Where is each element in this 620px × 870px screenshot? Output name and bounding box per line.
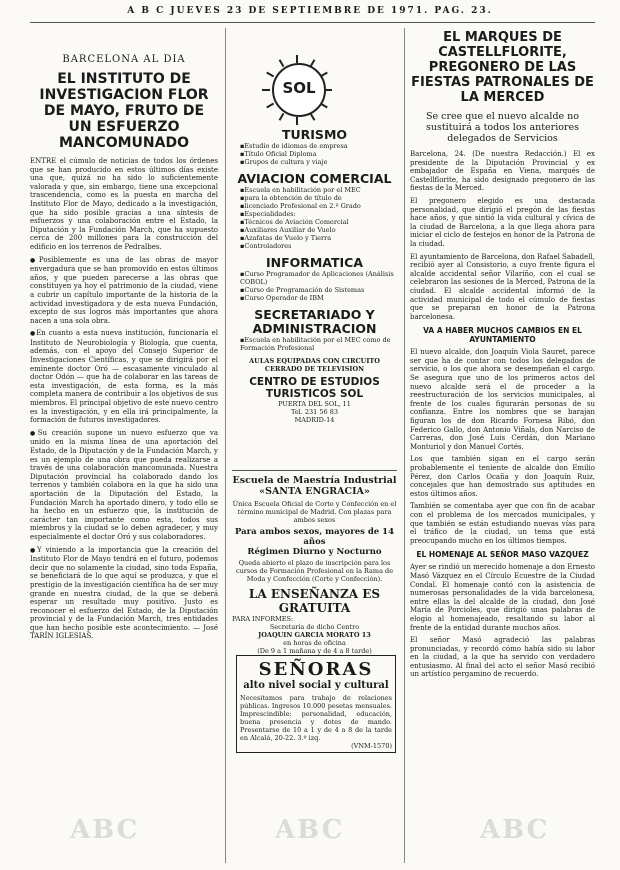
escuela-horas: en horas de oficina bbox=[283, 639, 346, 647]
ad-item: ▪ Especialidades: bbox=[232, 210, 397, 218]
escuela-edad: Para ambos sexos, mayores de 14 años bbox=[235, 527, 394, 547]
header-rule bbox=[30, 22, 595, 23]
escuela-informes: PARA INFORMES: bbox=[232, 615, 294, 623]
escuela-horario: (De 9 a 1 mañana y de 4 a 8 tarde) bbox=[257, 647, 372, 655]
ad-item: ▪ Azafatas de Vuelo y Tierra bbox=[232, 234, 397, 242]
article-paragraph: ● Posiblemente es una de las obras de mayor envergadura que se han promovido en estos últimos años, y que pueden parecerse a las obras que constituyen ya hoy el patrimonio de la ciudad, viene a cubrir un capítulo importante de la historia de la actividad investigadora y de esta nueva Fundación, excepto de sus logros más importantes que ahora nacen a una sola obra. bbox=[30, 256, 218, 326]
escuela-title: Escuela de Maestría Industrial «SANTA ENGRACIA» bbox=[232, 475, 397, 497]
sol-logo-text: SOL bbox=[282, 79, 316, 97]
ad-item: ▪ Grupos de cultura y viaje bbox=[232, 158, 397, 166]
article-paragraph: El señor Masó agradeció las palabras pronunciadas, y recordó cómo había sido su labor en la ciudad, a la que ha servido con verdadero entusiasmo. Al final del acto el señor Masó recibió un artístico pergamino de recuerdo. bbox=[410, 636, 595, 679]
ad-item: ▪ Curso Programador de Aplicaciones (Análisis COBOL) bbox=[232, 270, 397, 286]
ad-aulas: AULAS EQUIPADAS CON CIRCUITO CERRADO DE TELEVISION bbox=[249, 357, 380, 373]
ad-city: MADRID-14 bbox=[294, 416, 335, 424]
senoras-text: Necesitamos para trabajo de relaciones públicas. Ingresos 10.000 pesetas mensuales. Imprescindible: personalidad, educación, buena presencia y dotes de mando. Presentarse de 10 a 1 y de 4 a 8 de la tarde en Alcalá, 20-22. 3.º izq. bbox=[240, 694, 392, 742]
senoras-heading: SEÑORAS bbox=[258, 659, 374, 680]
ad-item: ▪ Título Oficial Diploma bbox=[232, 150, 397, 158]
article-paragraph: Ayer se rindió un merecido homenaje a don Ernesto Masó Vázquez en el Círculo Ecuestre de la Ciudad Condal. El homenaje contó con la asistencia de numerosas personalidades de la vida barcelonesa, entre ellas la del alcalde de la ciudad, don José María de Porcioles, que dirigió unas palabras de elogio al homenajeado, resaltando su labor al frente de la entidad durante muchos años. bbox=[410, 563, 595, 632]
ad-address: PUERTA DEL SOL, 11 bbox=[278, 400, 351, 408]
article-paragraph: ENTRE el cúmulo de noticias de todos los órdenes que se han producido en estos últimos días existe una que, quizá no ha sido lo suficientemente valorada y que, sin embargo, tiene una excepcional trascendencia, como es la puesta en marcha del Instituto Flor de Mayo, dedicado a la investigación, que ha sido posible gracias a una síntesis de esfuerzos y una colaboración entre el Estado, la Diputación y la Fundación March, que ha supuesto cerca de 200 millones para la construcción del edificio en los terrenos de Pedralbes. bbox=[30, 157, 218, 251]
ad-heading-aviacion: AVIACION COMERCIAL bbox=[237, 171, 392, 186]
abc-watermark: ABC bbox=[70, 815, 140, 845]
article-paragraph: ● Su creación supone un nuevo esfuerzo que va unido en la misma línea de una aportación del Estado, de la Diputación y de la Fundación March, y es un ejemplo de una obra que pueda realizarse a través de una colaboración mancomunada. Nuestra Diputación provincial ha colaborado dando los terrenos y también colabora en la que ha sido una aportación de la Diputación del Estado, la Fundación March ha aportado dinero, y todo ello se ha hecho en un esfuerzo que, la institución de carácter tan importante como esta, todos sus miembros y la ciudad se lo deben agradecer, y muy especialmente el doctor Oró y sus colaboradores. bbox=[30, 429, 218, 542]
subheading: EL HOMENAJE AL SEÑOR MASO VAZQUEZ bbox=[416, 550, 589, 560]
right-article bbox=[410, 30, 595, 865]
ad-item: ▪ Escuela en habilitación por el MEC como de Formación Profesional bbox=[232, 336, 397, 352]
subheading: VA A HABER MUCHOS CAMBIOS EN EL AYUNTAMIENTO bbox=[423, 326, 582, 345]
escuela-text: Única Escuela Oficial de Corte y Confección en el término municipal de Madrid. Con plazas para ambos sexos bbox=[232, 500, 397, 524]
senoras-ref: (VNM-1570) bbox=[351, 742, 392, 750]
escuela-gratuita: LA ENSEÑANZA ES GRATUITA bbox=[248, 587, 381, 615]
ad-item: ▪ Escuela en habilitación por el MEC bbox=[232, 186, 397, 194]
ad-item: ▪ Curso Operador de IBM bbox=[232, 294, 397, 302]
escuela-secretaria: Secretaría de dicho Centro bbox=[269, 623, 360, 631]
escuela-advertisement bbox=[232, 470, 397, 655]
right-article-subtitle: Se cree que el nuevo alcalde no sustituirá a todos los anteriores delegados de Servicios bbox=[425, 111, 580, 144]
escuela-direccion: JOAQUIN GARCIA MORATO 13 bbox=[258, 631, 371, 639]
ad-centro-name: CENTRO DE ESTUDIOS TURISTICOS SOL bbox=[249, 376, 380, 400]
ad-phone: Tel. 231 56 83 bbox=[291, 408, 338, 416]
ad-item: ▪ Controladores bbox=[232, 242, 397, 250]
ad-heading-turismo: TURISMO bbox=[281, 127, 348, 142]
article-paragraph: ● En cuanto a esta nueva institución, funcionaría el Instituto de Neurobiología y Biología, que cuenta, además, con el apoyo del Consejo Superior de Investigaciones Científicas, y que se dirigirá por el eminente doctor Oró — escasamente vinculado al doctor Odón — que ha de colaborar en las tareas de esta investigación, de esta forma, es la más completa manera de contribuir a los objetivos de sus miembros. El principal objetivo de este nuevo centro es la investigación, y en ella irá principalmente, la formación de futuros investigadores. bbox=[30, 329, 218, 425]
ad-heading-informatica: INFORMATICA bbox=[265, 255, 364, 270]
ad-heading-secretariado: SECRETARIADO Y ADMINISTRACION bbox=[252, 307, 377, 336]
ad-item: ▪ licenciado Profesional en 2.º Grado bbox=[232, 202, 397, 210]
article-paragraph: Barcelona, 24. (De nuestra Redacción.) El ex presidente de la Diputación Provincial y ex embajador de España en Viena, marqués de Castellflorite, ha sido designado pregonero de las fiestas de la Merced. bbox=[410, 150, 595, 193]
article-title: EL INSTITUTO DE INVESTIGACION FLOR DE MAYO, FRUTO DE UN ESFUERZO MANCOMUNADO bbox=[39, 71, 209, 151]
section-kicker: BARCELONA AL DIA bbox=[62, 54, 186, 65]
abc-watermark: ABC bbox=[480, 815, 550, 845]
escuela-regimen: Régimen Diurno y Nocturno bbox=[247, 547, 382, 557]
senoras-subheading: alto nivel social y cultural bbox=[243, 680, 389, 691]
ad-item: ▪ Auxiliares Auxiliar de Vuelo bbox=[232, 226, 397, 234]
ad-item: ▪ Estudio de idiomas de empresa bbox=[232, 142, 397, 150]
article-paragraph: El pregonero elegido es una destacada personalidad, que dirigió el pregón de las fiestas hace años, y que sintió la vida cultural y cívica de la ciudad de Barcelona, a la que llega ahora para iniciar el ciclo de festejos en honor de la Patrona de la ciudad. bbox=[410, 196, 595, 248]
ad-item: ▪ Curso de Programación de Sistemas bbox=[232, 286, 397, 294]
right-article-title: EL MARQUES DE CASTELLFLORITE, PREGONERO DE LAS FIESTAS PATRONALES DE LA MERCED bbox=[411, 30, 594, 105]
left-article bbox=[30, 54, 218, 864]
article-paragraph: También se comentaba ayer que con fin de acabar con el problema de los mercados municipales, y que también se están estudiando nuevas vías para el tráfico de la ciudad, un tema que está preocupando mucho en los últimos tiempos. bbox=[410, 502, 595, 545]
column-divider bbox=[404, 28, 405, 863]
sol-advertisement bbox=[232, 128, 397, 463]
article-paragraph: El ayuntamiento de Barcelona, don Rafael Sabadell, recibió ayer al Consistorio, a cuyo frente figura el alcalde accidental señor Vilariño, con el cual se celebraron las sesiones de la Merced, Patrona de la ciudad. El alcalde accidental informó de la actividad municipal de todo el cúmulo de fiestas que se preparan en honor de la Patrona barcelonesa. bbox=[410, 252, 595, 321]
ad-item: ▪ para la obtención de título de bbox=[232, 194, 397, 202]
article-paragraph: Los que también sigan en el cargo serán probablemente el teniente de alcalde don Emilio Pérez, don Carlos Ocaña y don Joaquín Ruiz, concejales que han demostrado sus aptitudes en estos últimos años. bbox=[410, 455, 595, 498]
article-paragraph: ● Y viniendo a la importancia que la creación del Instituto Flor de Mayo tendrá en el futuro, podemos decir que no solamente la ciudad, sino toda España, se beneficiará de lo que aquí se produzca, y que el prestigio de la investigación científica ha de ser muy grande en nuestra ciudad, de la que se deberá esperar un resultado muy positivo. Justo es reconocer el esfuerzo del Estado, de la Diputación provincial y de la Fundación March, tres entidades que han hecho posible este acontecimiento. — José TARÍN IGLESIAS. bbox=[30, 546, 218, 642]
article-paragraph: El nuevo alcalde, don Joaquín Viola Sauret, parece ser que ha de contar con todos los delegados de servicio, o los que ahora se desempeñan el cargo. Se asegura que uno de los primeros actos del nuevo alcalde será el de proceder a la reestructuración de los servicios municipales, al frente de los cuales figurarán personas de su confianza. Entre los nombres que se barajan figuran los de don Ricardo Fornesa Ribó, don Federico Gallo, don Antonio Viñals, don Narciso de Carreras, don José Luis Cerdán, don Mariano Monturiol y don Manuel Cortés. bbox=[410, 348, 595, 451]
senoras-advertisement bbox=[236, 655, 396, 753]
abc-watermark: ABC bbox=[275, 815, 345, 845]
page-header: A B C JUEVES 23 DE SEPTIEMBRE DE 1971. PAG. 23. bbox=[127, 6, 493, 16]
ad-item: ▪ Técnicos de Aviación Comercial bbox=[232, 218, 397, 226]
sun-logo-icon bbox=[262, 55, 332, 125]
column-divider bbox=[225, 28, 226, 863]
escuela-abierto: Queda abierto el plazo de inscripción para los cursos de Formación Profesional en la Rama de Moda y Confección (Corte y Confección). bbox=[235, 559, 394, 583]
